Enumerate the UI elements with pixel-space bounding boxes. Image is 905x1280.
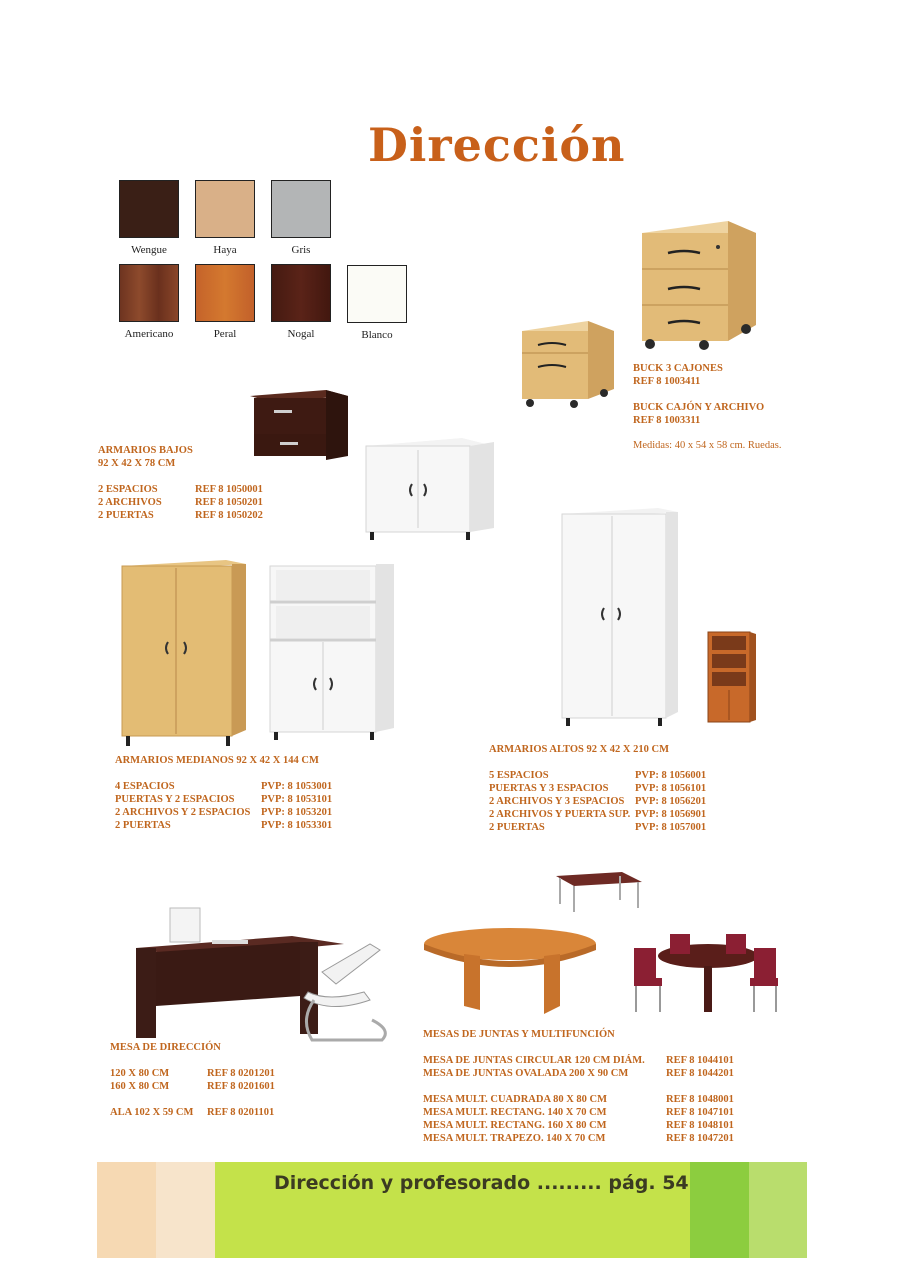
swatch-label: Wengue: [131, 244, 167, 256]
swatch-label: Nogal: [287, 328, 315, 340]
medianos-row-ref: PVP: 8 1053201: [261, 807, 333, 818]
mesa-direccion-row-name: 120 X 80 CM: [110, 1068, 170, 1079]
footer-block-5: [749, 1162, 807, 1258]
medianos-row-ref: PVP: 8 1053101: [261, 794, 333, 805]
buck-3-drawers-image: [638, 215, 760, 350]
juntas-row-ref: REF 8 1044201: [666, 1068, 734, 1079]
altos-row-name: 2 PUERTAS: [489, 822, 545, 833]
swatch-label: Haya: [213, 244, 237, 256]
ala-ref: REF 8 0201101: [207, 1107, 275, 1118]
bajos-row-name: 2 ARCHIVOS: [98, 497, 162, 508]
bajos-row-ref: REF 8 1050001: [195, 484, 263, 495]
footer-block-4: [690, 1162, 749, 1258]
swatch-label: Americano: [124, 328, 174, 340]
buck-file-title: BUCK CAJÓN Y ARCHIVO: [633, 402, 765, 413]
altos-row-name: 2 ARCHIVOS Y 3 ESPACIOS: [489, 796, 625, 807]
altos-row-ref: PVP: 8 1056201: [635, 796, 707, 807]
medianos-row-name: 2 ARCHIVOS Y 2 ESPACIOS: [115, 807, 251, 818]
tall-bookcase-image: [706, 630, 758, 728]
oval-meeting-table-image: [420, 924, 602, 1022]
footer-page-reference: Dirección y profesorado ......... pág. 54: [274, 1172, 689, 1194]
altos-row-name: PUERTAS Y 3 ESPACIOS: [489, 783, 609, 794]
juntas-row-ref: REF 8 1044101: [666, 1055, 734, 1066]
bajos-row-ref: REF 8 1050202: [195, 510, 263, 521]
swatch-wengue: [119, 180, 179, 238]
multi-row-name: MESA MULT. RECTANG. 140 X 70 CM: [423, 1107, 607, 1118]
medianos-row-ref: PVP: 8 1053301: [261, 820, 333, 831]
swatch-gris: [271, 180, 331, 238]
multi-row-ref: REF 8 1048101: [666, 1120, 734, 1131]
mesa-direccion-row-name: 160 X 80 CM: [110, 1081, 170, 1092]
altos-row-ref: PVP: 8 1056901: [635, 809, 707, 820]
altos-row-name: 5 ESPACIOS: [489, 770, 549, 781]
bajos-row-name: 2 ESPACIOS: [98, 484, 158, 495]
bajos-dims: 92 X 42 X 78 CM: [98, 458, 176, 469]
medianos-row-ref: PVP: 8 1053001: [261, 781, 333, 792]
bajos-row-ref: REF 8 1050201: [195, 497, 263, 508]
bajos-row-name: 2 PUERTAS: [98, 510, 154, 521]
buck-3-ref: REF 8 1003411: [633, 376, 701, 387]
swatch-label: Peral: [213, 328, 237, 340]
rectangular-multi-table-image: [552, 868, 646, 916]
page-title: Dirección: [368, 118, 626, 172]
executive-desk-image: [132, 902, 392, 1054]
medianos-heading: ARMARIOS MEDIANOS 92 X 42 X 144 CM: [115, 755, 319, 766]
low-cabinet-doors-image: [362, 436, 498, 544]
swatch-americano: [119, 264, 179, 322]
swatch-label: Blanco: [361, 329, 393, 341]
bajos-heading: ARMARIOS BAJOS: [98, 445, 193, 456]
altos-heading: ARMARIOS ALTOS 92 X 42 X 210 CM: [489, 744, 669, 755]
footer-block-1: [97, 1162, 156, 1258]
multi-row-name: MESA MULT. TRAPEZO. 140 X 70 CM: [423, 1133, 606, 1144]
altos-row-name: 2 ARCHIVOS Y PUERTA SUP.: [489, 809, 631, 820]
swatch-peral: [195, 264, 255, 322]
multi-row-name: MESA MULT. CUADRADA 80 X 80 CM: [423, 1094, 608, 1105]
multi-row-ref: REF 8 1047201: [666, 1133, 734, 1144]
swatch-haya: [195, 180, 255, 238]
medium-cabinet-doors-image: [118, 558, 252, 750]
tall-cabinet-doors-image: [558, 506, 684, 730]
juntas-row-name: MESA DE JUNTAS OVALADA 200 X 90 CM: [423, 1068, 629, 1079]
mesa-direccion-row-ref: REF 8 0201601: [207, 1081, 275, 1092]
altos-row-ref: PVP: 8 1056101: [635, 783, 707, 794]
swatch-blanco: [347, 265, 407, 323]
multi-row-ref: REF 8 1047101: [666, 1107, 734, 1118]
medianos-row-name: 2 PUERTAS: [115, 820, 171, 831]
medianos-row-name: PUERTAS Y 2 ESPACIOS: [115, 794, 235, 805]
altos-row-ref: PVP: 8 1057001: [635, 822, 707, 833]
round-table-chairs-image: [626, 928, 788, 1018]
juntas-row-name: MESA DE JUNTAS CIRCULAR 120 CM DIÁM.: [423, 1055, 645, 1066]
swatch-nogal: [271, 264, 331, 322]
altos-row-ref: PVP: 8 1056001: [635, 770, 707, 781]
buck-3-title: BUCK 3 CAJONES: [633, 363, 723, 374]
multi-row-ref: REF 8 1048001: [666, 1094, 734, 1105]
footer-block-2: [156, 1162, 215, 1258]
buck-drawer-file-image: [518, 315, 618, 410]
buck-measures: Medidas: 40 x 54 x 58 cm. Ruedas.: [633, 440, 782, 451]
juntas-heading: MESAS DE JUNTAS Y MULTIFUNCIÓN: [423, 1029, 615, 1040]
ala-name: ALA 102 X 59 CM: [110, 1107, 194, 1118]
swatch-label: Gris: [291, 244, 311, 256]
low-cabinet-drawers-image: [244, 386, 352, 466]
mesa-direccion-heading: MESA DE DIRECCIÓN: [110, 1042, 221, 1053]
multi-row-name: MESA MULT. RECTANG. 160 X 80 CM: [423, 1120, 607, 1131]
medium-cabinet-shelves-doors-image: [266, 560, 398, 744]
buck-file-ref: REF 8 1003311: [633, 415, 701, 426]
medianos-row-name: 4 ESPACIOS: [115, 781, 175, 792]
mesa-direccion-row-ref: REF 8 0201201: [207, 1068, 275, 1079]
